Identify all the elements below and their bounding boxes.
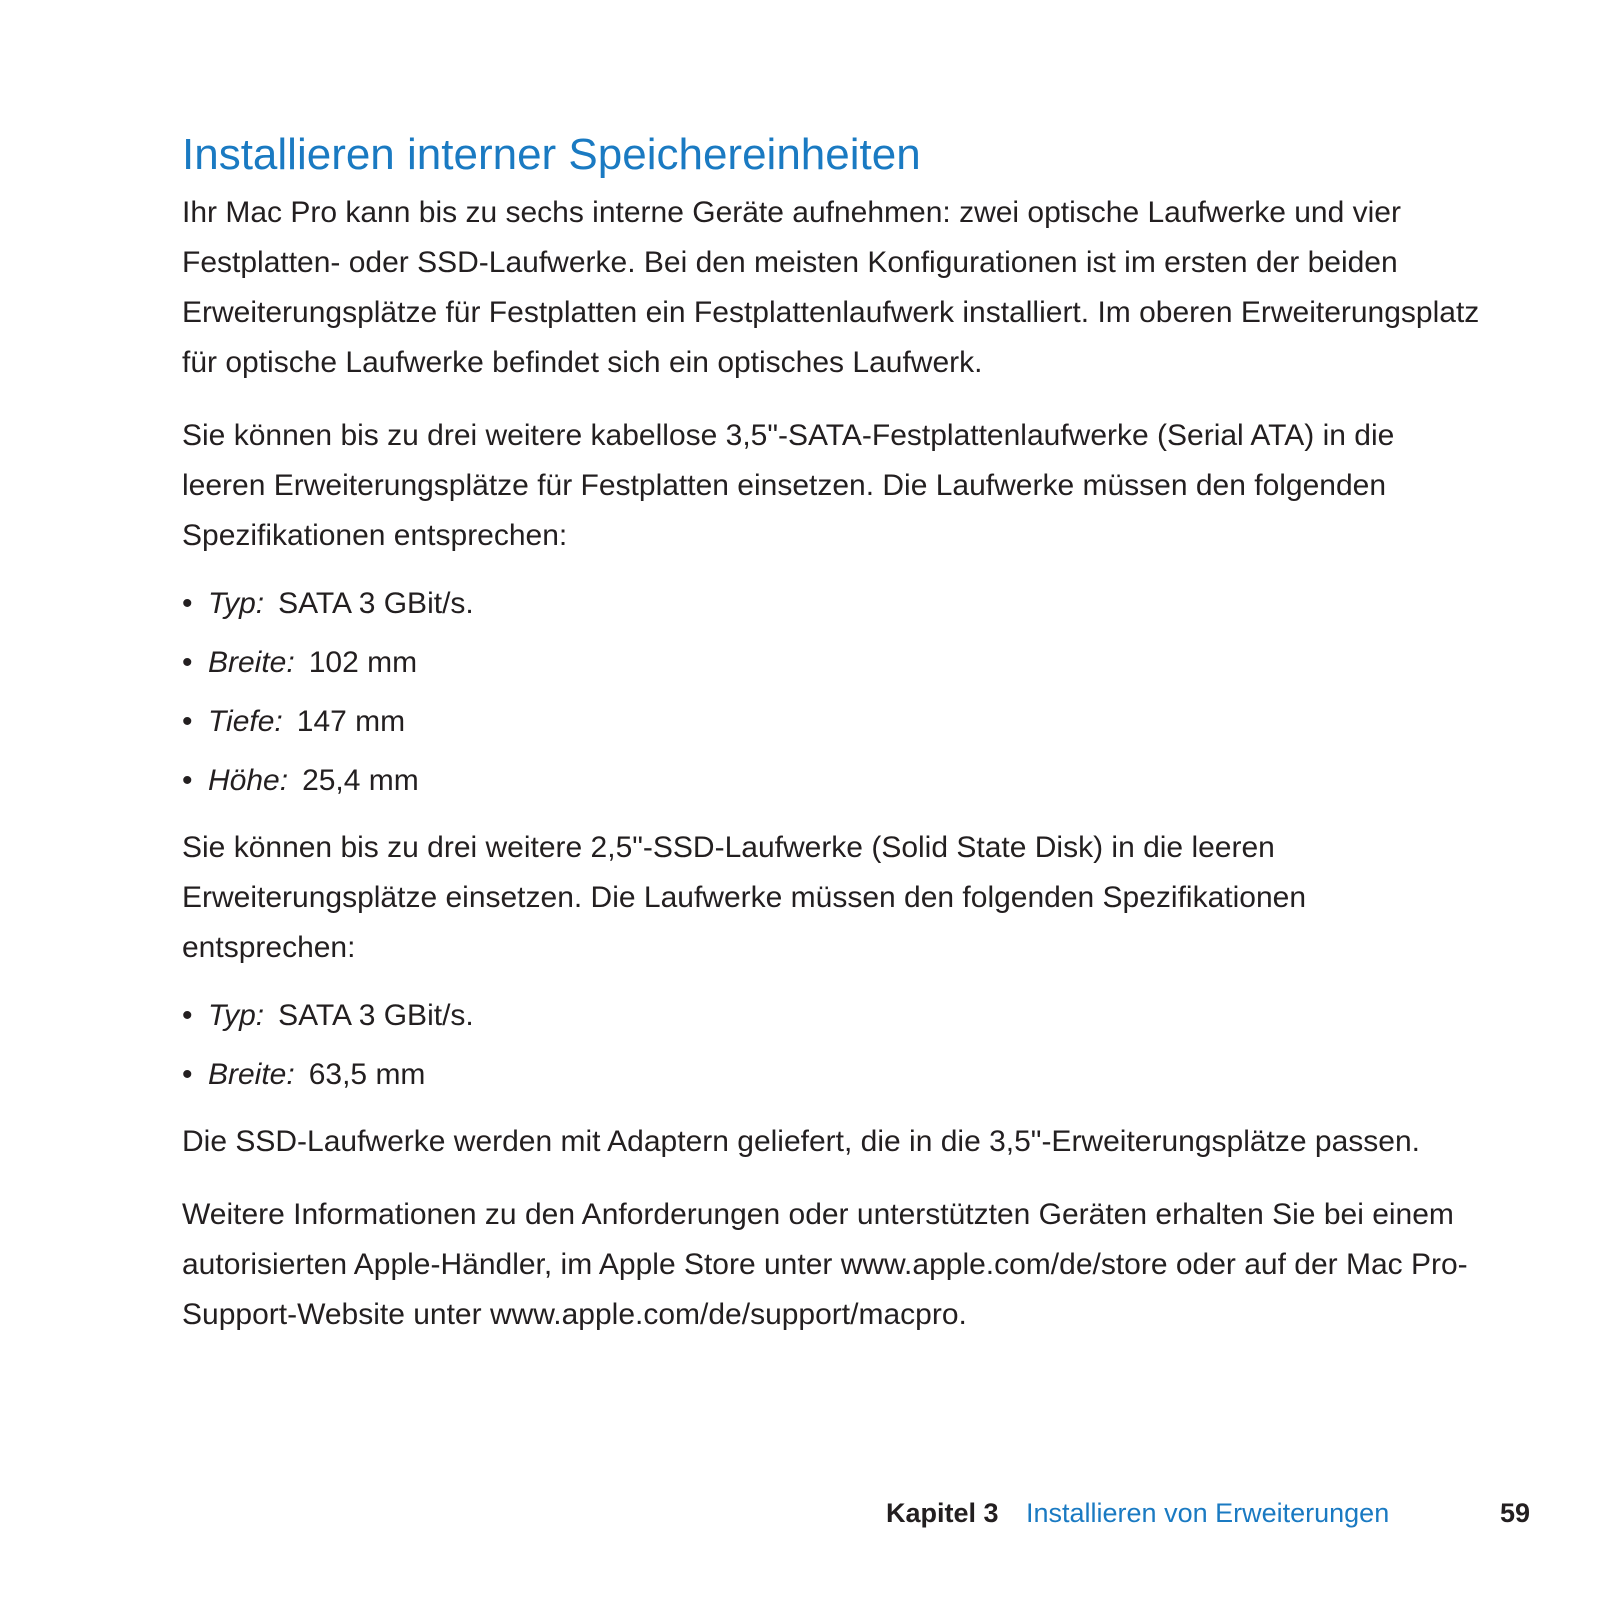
section-heading: Installieren interner Speichereinheiten — [182, 130, 921, 179]
bullet-icon: • — [182, 999, 193, 1032]
bullet-icon: • — [182, 587, 193, 620]
bullet-icon: • — [182, 646, 193, 679]
page-number: 59 — [1499, 1498, 1530, 1528]
chapter-title: Installieren von Erweiterungen — [1026, 1498, 1390, 1528]
spec-value: 102 mm — [308, 646, 418, 679]
sata-paragraph: Sie können bis zu drei weitere kabellose 3,5"-SATA-Festplattenlaufwerke (Serial ATA) in die leeren Erweiterungsplätze für Festplatten einsetzen. Die Laufwerke müssen den folgenden Spezifikationen entsprechen: — [182, 419, 1395, 552]
ssd-paragraph: Sie können bis zu drei weitere 2,5"-SSD-Laufwerke (Solid State Disk) in die leeren Erweiterungsplätze einsetzen. Die Laufwerke müssen den folgenden Spezifikationen entsprechen: — [182, 831, 1307, 964]
page-content — [182, 128, 1482, 1363]
spec-term: Breite: — [208, 1058, 295, 1091]
spec-item — [182, 633, 1482, 692]
spec-value: 147 mm — [296, 705, 406, 738]
spec-term: Typ: — [208, 587, 265, 620]
bullet-icon: • — [182, 1058, 193, 1091]
spec-value: 25,4 mm — [302, 764, 419, 797]
spec-term: Typ: — [208, 999, 265, 1032]
more-info-paragraph: Weitere Informationen zu den Anforderungen oder unterstützten Geräten erhalten Sie bei einem autorisierten Apple-Händler, im Apple Store unter www.apple.com/de/store oder auf der Mac Pro-Support-Website unter www.apple.com/de/support/macpro. — [182, 1198, 1468, 1331]
intro-paragraph: Ihr Mac Pro kann bis zu sechs interne Geräte aufnehmen: zwei optische Laufwerke und vier Festplatten- oder SSD-Laufwerke. Bei den meisten Konfigurationen ist im ersten der beiden Erweiterungsplätze für Festplatten ein Festplattenlaufwerk installiert. Im oberen Erweiterungsplatz für optische Laufwerke befindet sich ein optisches Laufwerk. — [182, 196, 1480, 379]
spec-item — [182, 986, 1482, 1045]
spec-value: SATA 3 GBit/s. — [278, 587, 474, 620]
spec-item — [182, 692, 1482, 751]
spec-value: SATA 3 GBit/s. — [278, 999, 474, 1032]
spec-term: Höhe: — [208, 764, 289, 797]
spec-item — [182, 574, 1482, 633]
chapter-label: Kapitel 3 — [886, 1498, 999, 1528]
spec-item — [182, 751, 1482, 810]
adapters-paragraph: Die SSD-Laufwerke werden mit Adaptern geliefert, die in die 3,5"-Erweiterungsplätze passen. — [182, 1125, 1420, 1158]
spec-item — [182, 1045, 1482, 1104]
spec-term: Breite: — [208, 646, 295, 679]
bullet-icon: • — [182, 705, 193, 738]
sata-spec-list — [182, 574, 1482, 810]
ssd-spec-list — [182, 986, 1482, 1104]
spec-term: Tiefe: — [208, 705, 283, 738]
bullet-icon: • — [182, 764, 193, 797]
spec-value: 63,5 mm — [308, 1058, 426, 1091]
